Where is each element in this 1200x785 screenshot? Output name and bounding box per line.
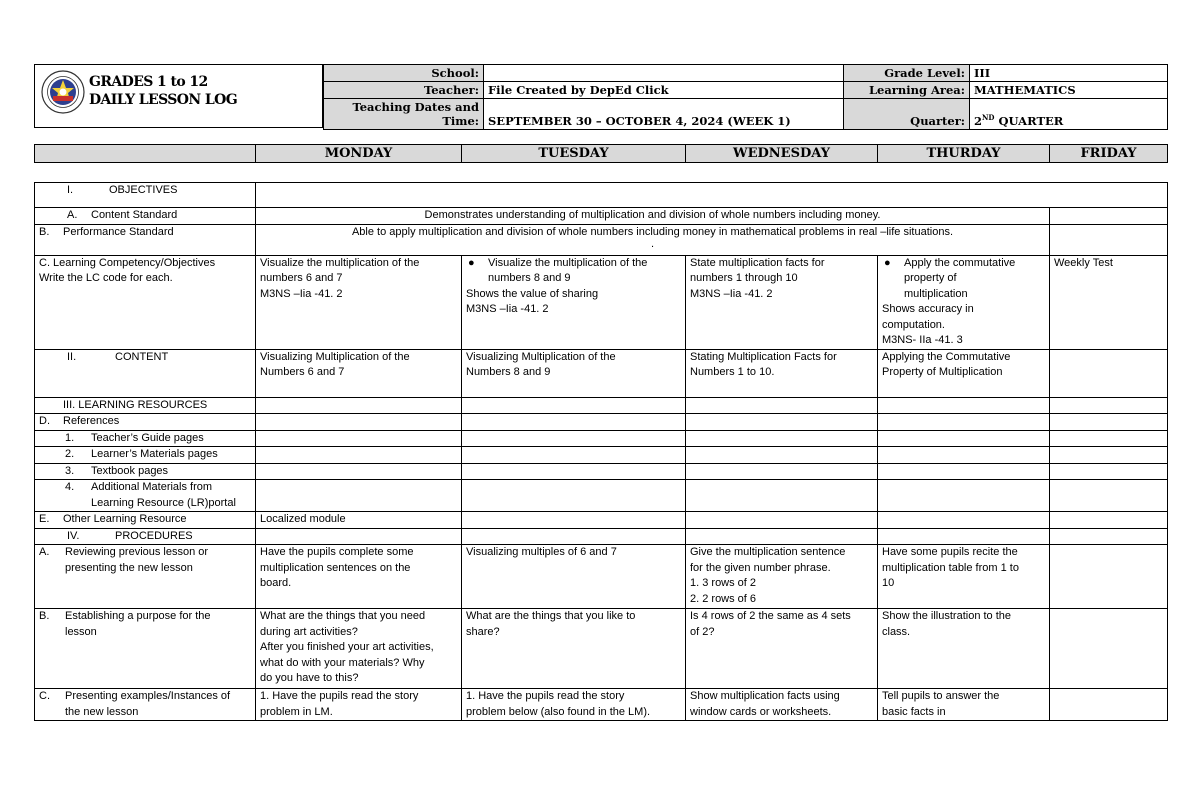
grade-level-label: Grade Level: bbox=[844, 65, 970, 82]
other-resource-num: E. bbox=[39, 513, 50, 525]
day-thursday: THURDAY bbox=[878, 145, 1050, 163]
bullet-icon: ● bbox=[884, 256, 891, 269]
day-monday: MONDAY bbox=[256, 145, 462, 163]
row-procedures bbox=[35, 528, 1168, 545]
presenting-monday-line: problem in LM. bbox=[260, 705, 333, 718]
performance-standard-value: Able to apply multiplication and division of whole numbers including money in mathematical problems in real –life situations. bbox=[351, 225, 954, 238]
content-label-cell bbox=[35, 349, 256, 397]
objectives-label: OBJECTIVES bbox=[109, 184, 178, 196]
presenting-monday-line: 1. Have the pupils read the story bbox=[260, 690, 419, 702]
performance-standard-num: B. bbox=[39, 225, 50, 238]
purpose-thursday-line: Show the illustration to the bbox=[882, 610, 1012, 622]
reviewing-label-line1: Reviewing previous lesson or bbox=[65, 546, 209, 558]
days-blank-cell bbox=[35, 145, 256, 163]
quarter-word: QUARTER bbox=[994, 114, 1064, 128]
title-daily-lesson-log: DAILY LESSON LOG bbox=[89, 92, 238, 108]
empty-cell bbox=[256, 397, 462, 414]
deped-seal-icon bbox=[41, 70, 85, 114]
row-reviewing bbox=[35, 545, 1168, 609]
header-logo-box bbox=[34, 64, 323, 128]
learning-resources-label: III. LEARNING RESOURCES bbox=[35, 397, 256, 414]
additional-num: 4. bbox=[65, 481, 75, 493]
row-other-resource bbox=[35, 512, 1168, 529]
content-standard-friday bbox=[1050, 208, 1168, 225]
competency-tuesday-line: Visualize the multiplication of the bbox=[488, 256, 648, 269]
empty-cell bbox=[878, 528, 1050, 545]
reviewing-thursday-line: 10 bbox=[882, 577, 895, 589]
row-learners-materials bbox=[35, 447, 1168, 464]
presenting-wednesday-line: Show multiplication facts using bbox=[690, 690, 840, 702]
content-thursday-line: Property of Multiplication bbox=[882, 366, 1003, 378]
procedures-label-cell bbox=[35, 528, 256, 545]
empty-cell bbox=[878, 512, 1050, 529]
reviewing-wednesday-line: Give the multiplication sentence bbox=[690, 546, 846, 558]
competency-thursday bbox=[878, 255, 1050, 349]
empty-cell bbox=[256, 414, 462, 431]
teaching-dates-label-line2: Time: bbox=[442, 114, 479, 128]
procedures-label: PROCEDURES bbox=[115, 529, 193, 542]
teaching-dates-label bbox=[324, 99, 484, 130]
school-label: School: bbox=[324, 65, 484, 82]
textbook-label-cell bbox=[35, 463, 256, 480]
quarter-value bbox=[970, 99, 1168, 130]
empty-cell bbox=[462, 447, 686, 464]
competency-monday-line: numbers 6 and 7 bbox=[260, 272, 343, 284]
empty-cell bbox=[1050, 512, 1168, 529]
purpose-label-line1: Establishing a purpose for the bbox=[65, 610, 211, 622]
presenting-wednesday bbox=[686, 689, 878, 721]
competency-monday-line: Visualize the multiplication of the bbox=[260, 256, 420, 269]
row-purpose bbox=[35, 609, 1168, 689]
competency-wednesday-line: State multiplication facts for bbox=[690, 256, 825, 269]
empty-cell bbox=[462, 397, 686, 414]
empty-cell bbox=[1050, 463, 1168, 480]
learners-materials-label: Learner’s Materials pages bbox=[91, 448, 218, 460]
additional-label-line2: Learning Resource (LR)portal bbox=[91, 496, 236, 509]
content-thursday-line: Applying the Commutative bbox=[882, 350, 1011, 363]
teachers-guide-label-cell bbox=[35, 430, 256, 447]
empty-cell bbox=[1050, 414, 1168, 431]
teaching-dates-value: SEPTEMBER 30 – OCTOBER 4, 2024 (WEEK 1) bbox=[484, 99, 844, 130]
textbook-num: 3. bbox=[65, 464, 75, 477]
purpose-monday-line: After you finished your art activities, bbox=[260, 641, 434, 653]
empty-cell bbox=[686, 414, 878, 431]
competency-tuesday-line: Shows the value of sharing bbox=[466, 287, 599, 300]
empty-cell bbox=[462, 528, 686, 545]
purpose-tuesday-line: share? bbox=[466, 625, 500, 638]
content-wednesday-line: Stating Multiplication Facts for bbox=[690, 350, 837, 363]
competency-thursday-line: M3NS- IIa -41. 3 bbox=[882, 334, 963, 346]
additional-label-cell bbox=[35, 480, 256, 512]
competency-wednesday-line: M3NS –Iia -41. 2 bbox=[690, 287, 773, 300]
empty-cell bbox=[1050, 480, 1168, 512]
reviewing-wednesday-line: 1. 3 rows of 2 bbox=[690, 577, 757, 589]
purpose-num: B. bbox=[39, 610, 50, 622]
empty-cell bbox=[878, 430, 1050, 447]
references-label-cell bbox=[35, 414, 256, 431]
empty-cell bbox=[686, 397, 878, 414]
reviewing-thursday bbox=[878, 545, 1050, 609]
row-performance-standard bbox=[35, 224, 1168, 255]
reviewing-num: A. bbox=[39, 546, 50, 558]
empty-cell bbox=[878, 463, 1050, 480]
performance-standard-label-cell bbox=[35, 224, 256, 255]
content-tuesday bbox=[462, 349, 686, 397]
purpose-monday bbox=[256, 609, 462, 689]
lesson-log-table bbox=[34, 182, 1168, 721]
content-wednesday-line: Numbers 1 to 10. bbox=[690, 366, 775, 378]
content-wednesday bbox=[686, 349, 878, 397]
purpose-monday-line: do you have to this? bbox=[260, 672, 359, 684]
row-content-standard bbox=[35, 208, 1168, 225]
learners-materials-label-cell bbox=[35, 447, 256, 464]
title-grades: GRADES 1 to 12 bbox=[89, 74, 208, 90]
presenting-label-cell bbox=[35, 689, 256, 721]
quarter-label: Quarter: bbox=[844, 99, 970, 130]
empty-cell bbox=[256, 480, 462, 512]
purpose-wednesday bbox=[686, 609, 878, 689]
reviewing-monday-line: Have the pupils complete some bbox=[260, 546, 414, 558]
content-standard-label: Content Standard bbox=[91, 209, 178, 221]
quarter-number: 2 bbox=[974, 114, 983, 128]
empty-cell bbox=[256, 463, 462, 480]
competency-label-line2: Write the LC code for each. bbox=[39, 272, 173, 284]
learners-materials-num: 2. bbox=[65, 448, 75, 460]
competency-monday-line: M3NS –Iia -41. 2 bbox=[260, 287, 343, 300]
row-teachers-guide bbox=[35, 430, 1168, 447]
teachers-guide-label: Teacher’s Guide pages bbox=[91, 431, 204, 444]
competency-tuesday-line: numbers 8 and 9 bbox=[488, 272, 571, 284]
content-tuesday-line: Visualizing Multiplication of the bbox=[466, 350, 616, 363]
content-friday bbox=[1050, 349, 1168, 397]
presenting-label-line2: the new lesson bbox=[65, 705, 139, 718]
additional-label-line1: Additional Materials from bbox=[91, 481, 213, 493]
other-resource-label: Other Learning Resource bbox=[63, 513, 187, 525]
presenting-label-line1: Presenting examples/Instances of bbox=[65, 690, 231, 702]
competency-label-line1: C. Learning Competency/Objectives bbox=[39, 256, 216, 269]
content-tuesday-line: Numbers 8 and 9 bbox=[466, 366, 551, 378]
presenting-monday bbox=[256, 689, 462, 721]
references-label: References bbox=[63, 415, 120, 427]
performance-standard-cell bbox=[256, 224, 1050, 255]
purpose-label-line2: lesson bbox=[65, 625, 97, 638]
empty-cell bbox=[256, 430, 462, 447]
reviewing-tuesday bbox=[462, 545, 686, 609]
reviewing-monday bbox=[256, 545, 462, 609]
purpose-label-cell bbox=[35, 609, 256, 689]
row-content bbox=[35, 349, 1168, 397]
empty-cell bbox=[256, 447, 462, 464]
teacher-value: File Created by DepEd Click bbox=[484, 82, 844, 99]
empty-cell bbox=[878, 447, 1050, 464]
purpose-wednesday-line: of 2? bbox=[690, 625, 715, 638]
teacher-label: Teacher: bbox=[324, 82, 484, 99]
content-label: CONTENT bbox=[115, 350, 169, 363]
empty-cell bbox=[686, 463, 878, 480]
row-objectives bbox=[35, 183, 1168, 208]
purpose-thursday bbox=[878, 609, 1050, 689]
empty-cell bbox=[878, 397, 1050, 414]
reviewing-friday bbox=[1050, 545, 1168, 609]
presenting-num: C. bbox=[39, 690, 50, 702]
content-monday-line: Numbers 6 and 7 bbox=[260, 366, 345, 378]
empty-cell bbox=[686, 447, 878, 464]
presenting-tuesday-line: problem below (also found in the LM). bbox=[466, 705, 651, 718]
presenting-tuesday bbox=[462, 689, 686, 721]
row-presenting bbox=[35, 689, 1168, 721]
empty-cell bbox=[686, 528, 878, 545]
reviewing-wednesday-line: 2. 2 rows of 6 bbox=[690, 592, 757, 605]
content-standard-num: A. bbox=[67, 209, 78, 221]
competency-thursday-line: computation. bbox=[882, 318, 945, 331]
purpose-monday-line: during art activities? bbox=[260, 625, 358, 638]
purpose-wednesday-line: Is 4 rows of 2 the same as 4 sets bbox=[690, 610, 851, 622]
competency-tuesday-line: M3NS –Iia -41. 2 bbox=[466, 303, 549, 315]
reviewing-wednesday bbox=[686, 545, 878, 609]
reviewing-thursday-line: Have some pupils recite the bbox=[882, 546, 1018, 558]
content-standard-label-cell bbox=[35, 208, 256, 225]
empty-cell bbox=[1050, 430, 1168, 447]
grade-level-value: III bbox=[970, 65, 1168, 82]
row-references bbox=[35, 414, 1168, 431]
teaching-dates-label-line1: Teaching Dates and bbox=[352, 100, 479, 114]
empty-cell bbox=[1050, 397, 1168, 414]
empty-cell bbox=[878, 414, 1050, 431]
purpose-monday-line: what do with your materials? Why bbox=[260, 656, 425, 669]
content-num: II. bbox=[67, 350, 77, 363]
content-standard-value: Demonstrates understanding of multiplication and division of whole numbers including money. bbox=[256, 208, 1050, 225]
purpose-monday-line: What are the things that you need bbox=[260, 610, 426, 622]
day-wednesday: WEDNESDAY bbox=[686, 145, 878, 163]
day-tuesday: TUESDAY bbox=[462, 145, 686, 163]
reviewing-label-cell bbox=[35, 545, 256, 609]
reviewing-monday-line: multiplication sentences on the bbox=[260, 561, 411, 574]
empty-cell bbox=[1050, 528, 1168, 545]
presenting-thursday bbox=[878, 689, 1050, 721]
performance-standard-label: Performance Standard bbox=[63, 225, 174, 238]
content-thursday bbox=[878, 349, 1050, 397]
empty-cell bbox=[462, 463, 686, 480]
teachers-guide-num: 1. bbox=[65, 431, 75, 444]
presenting-wednesday-line: window cards or worksheets. bbox=[690, 705, 832, 718]
purpose-tuesday-line: What are the things that you like to bbox=[466, 610, 636, 622]
other-resource-label-cell bbox=[35, 512, 256, 529]
competency-wednesday bbox=[686, 255, 878, 349]
competency-thursday-line: Apply the commutative bbox=[904, 256, 1016, 269]
content-monday bbox=[256, 349, 462, 397]
day-friday: FRIDAY bbox=[1050, 145, 1168, 163]
presenting-thursday-line: basic facts in bbox=[882, 705, 946, 718]
empty-cell bbox=[256, 528, 462, 545]
performance-standard-dot: . bbox=[650, 238, 655, 250]
purpose-friday bbox=[1050, 609, 1168, 689]
reviewing-thursday-line: multiplication table from 1 to bbox=[882, 561, 1019, 574]
reviewing-wednesday-line: for the given number phrase. bbox=[690, 561, 831, 574]
row-additional-materials bbox=[35, 480, 1168, 512]
reviewing-label-line2: presenting the new lesson bbox=[65, 561, 193, 574]
textbook-label: Textbook pages bbox=[91, 464, 169, 477]
competency-label-cell bbox=[35, 255, 256, 349]
empty-cell bbox=[1050, 447, 1168, 464]
references-num: D. bbox=[39, 415, 50, 427]
performance-standard-friday bbox=[1050, 224, 1168, 255]
learning-area-label: Learning Area: bbox=[844, 82, 970, 99]
competency-monday bbox=[256, 255, 462, 349]
empty-cell bbox=[686, 512, 878, 529]
other-resource-monday: Localized module bbox=[256, 512, 462, 529]
empty-cell bbox=[462, 414, 686, 431]
objectives-label-cell bbox=[35, 183, 256, 208]
bullet-icon: ● bbox=[468, 256, 475, 269]
competency-thursday-line: property of bbox=[904, 272, 957, 284]
days-header-table bbox=[34, 144, 1168, 163]
objectives-empty-cell bbox=[256, 183, 1168, 208]
empty-cell bbox=[462, 480, 686, 512]
row-textbook bbox=[35, 463, 1168, 480]
empty-cell bbox=[686, 430, 878, 447]
purpose-thursday-line: class. bbox=[882, 625, 911, 638]
presenting-friday bbox=[1050, 689, 1168, 721]
competency-friday: Weekly Test bbox=[1050, 255, 1168, 349]
empty-cell bbox=[878, 480, 1050, 512]
empty-cell bbox=[462, 430, 686, 447]
objectives-num: I. bbox=[67, 184, 74, 196]
school-value bbox=[484, 65, 844, 82]
presenting-thursday-line: Tell pupils to answer the bbox=[882, 690, 1000, 702]
reviewing-monday-line: board. bbox=[260, 577, 292, 589]
row-learning-resources bbox=[35, 397, 1168, 414]
reviewing-tuesday-line: Visualizing multiples of 6 and 7 bbox=[466, 546, 617, 558]
empty-cell bbox=[686, 480, 878, 512]
competency-thursday-line: multiplication bbox=[904, 287, 968, 300]
quarter-superscript: ND bbox=[982, 113, 995, 123]
competency-thursday-line: Shows accuracy in bbox=[882, 303, 974, 315]
presenting-tuesday-line: 1. Have the pupils read the story bbox=[466, 690, 625, 702]
content-monday-line: Visualizing Multiplication of the bbox=[260, 350, 410, 363]
procedures-num: IV. bbox=[67, 529, 80, 542]
competency-tuesday bbox=[462, 255, 686, 349]
empty-cell bbox=[462, 512, 686, 529]
purpose-tuesday bbox=[462, 609, 686, 689]
header-info-table bbox=[323, 64, 1168, 130]
learning-area-value: MATHEMATICS bbox=[970, 82, 1168, 99]
competency-wednesday-line: numbers 1 through 10 bbox=[690, 272, 798, 284]
row-learning-competency bbox=[35, 255, 1168, 349]
